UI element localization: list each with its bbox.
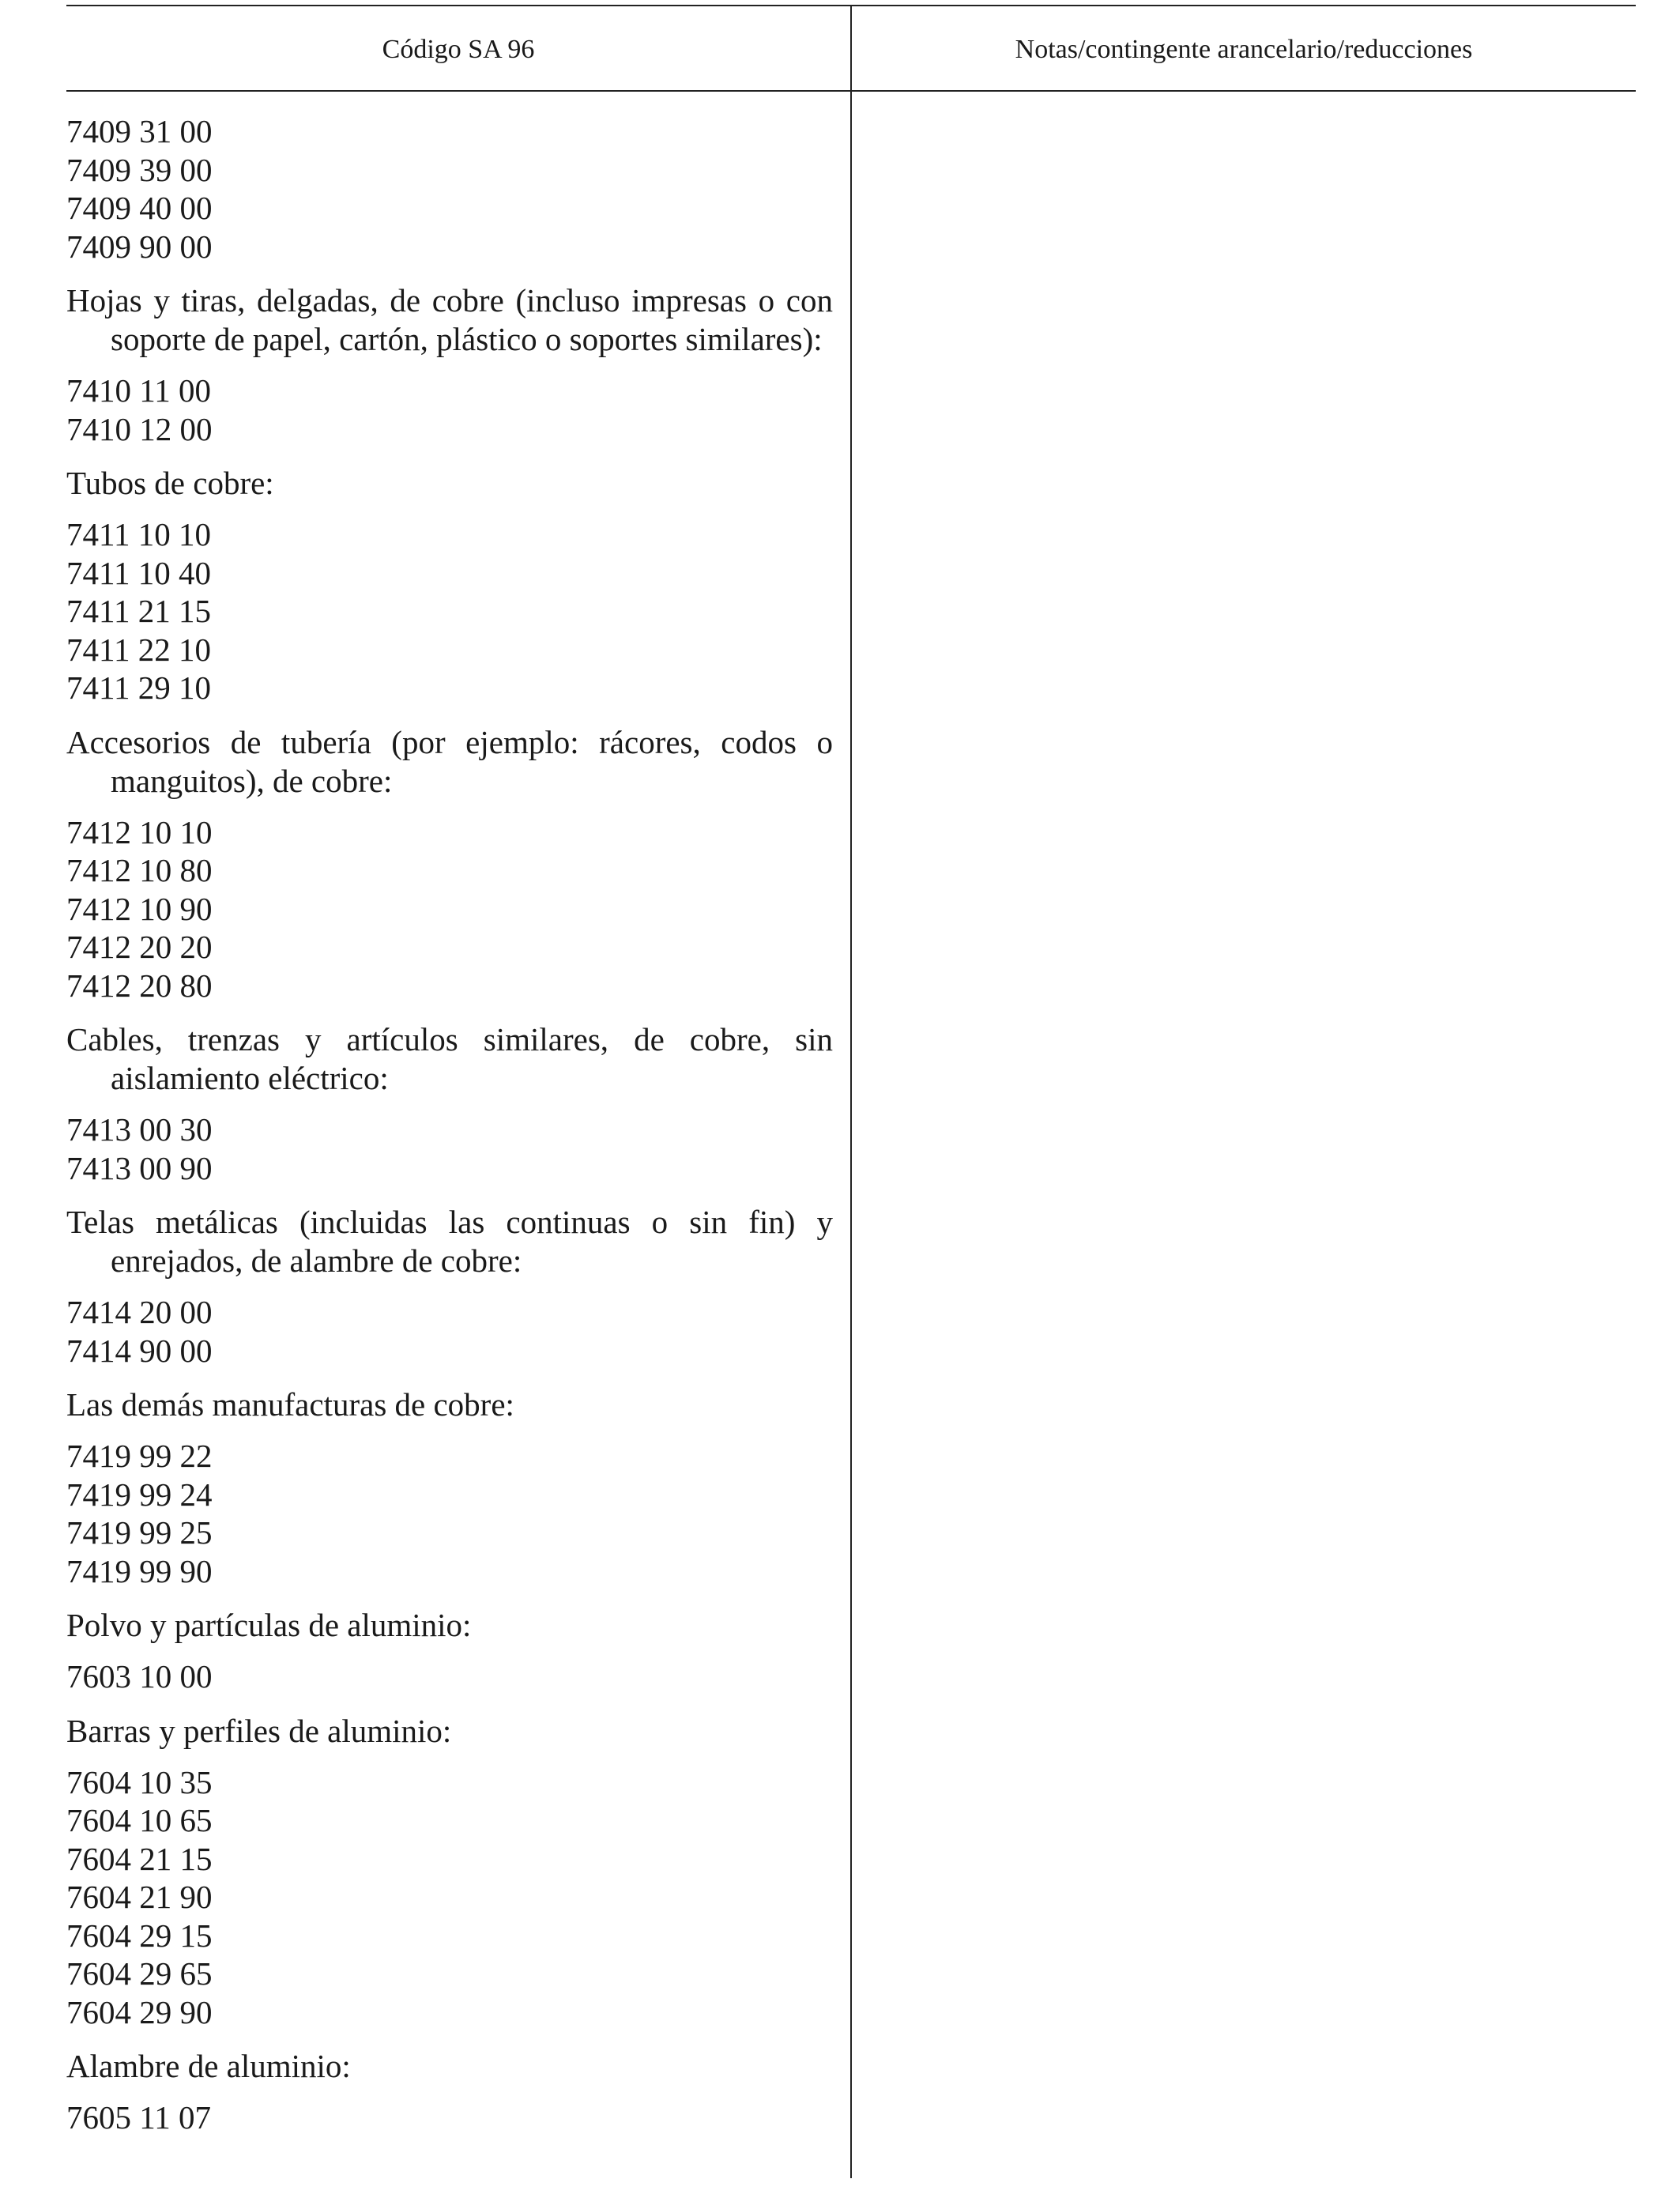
code-column-body <box>66 112 833 2153</box>
tariff-group <box>66 2047 833 2137</box>
hs-code: 7411 29 10 <box>66 669 211 706</box>
hs-code: 7605 11 07 <box>66 2099 211 2136</box>
tariff-group <box>66 281 833 448</box>
hs-code: 7419 99 25 <box>66 1514 213 1551</box>
tariff-group <box>66 1203 833 1370</box>
hs-code: 7412 10 90 <box>66 890 213 927</box>
header-code-column: Código SA 96 <box>382 35 535 64</box>
hs-code: 7419 99 24 <box>66 1476 213 1513</box>
tariff-group <box>66 464 833 707</box>
header-notes-column: Notas/contingente arancelario/reducciones <box>1015 35 1473 64</box>
hs-code: 7414 20 00 <box>66 1294 213 1330</box>
hs-code: 7413 00 90 <box>66 1149 213 1186</box>
hs-code: 7412 10 10 <box>66 813 213 850</box>
hs-code: 7410 11 00 <box>66 372 211 409</box>
group-description: Polvo y partículas de aluminio: <box>66 1607 472 1643</box>
group-description: Tubos de cobre: <box>66 465 274 501</box>
hs-code: 7604 29 15 <box>66 1917 213 1954</box>
hs-code: 7411 10 10 <box>66 516 211 552</box>
group-description: Hojas y tiras, delgadas, de cobre (incluso impresas o con soporte de papel, cartón, plástico o soportes similares): <box>66 282 833 357</box>
group-description: Cables, trenzas y artículos similares, de cobre, sin aislamiento eléctrico: <box>66 1021 833 1096</box>
tariff-group <box>66 723 833 1005</box>
group-description: Accesorios de tubería (por ejemplo: rácores, codos o manguitos), de cobre: <box>66 723 833 799</box>
hs-code: 7603 10 00 <box>66 1658 213 1695</box>
hs-code: 7604 29 65 <box>66 1955 213 1992</box>
hs-code: 7419 99 22 <box>66 1438 213 1474</box>
hs-code: 7409 40 00 <box>66 190 213 226</box>
hs-code: 7409 39 00 <box>66 151 213 188</box>
hs-code: 7604 21 90 <box>66 1879 213 1915</box>
tariff-group <box>66 1020 833 1187</box>
group-description: Las demás manufacturas de cobre: <box>66 1386 514 1423</box>
tariff-group <box>66 112 833 266</box>
tariff-table <box>66 5 1636 2178</box>
hs-code: 7409 31 00 <box>66 113 213 149</box>
tariff-group <box>66 1385 833 1590</box>
hs-code: 7413 00 30 <box>66 1111 213 1148</box>
hs-code: 7411 21 15 <box>66 593 211 629</box>
hs-code: 7412 10 80 <box>66 852 213 888</box>
hs-code: 7411 22 10 <box>66 631 211 668</box>
hs-code: 7411 10 40 <box>66 554 211 591</box>
hs-code: 7414 90 00 <box>66 1332 213 1369</box>
group-description: Telas metálicas (incluidas las continuas o sin fin) y enrejados, de alambre de cobre: <box>66 1204 833 1279</box>
hs-code: 7604 21 15 <box>66 1840 213 1877</box>
tariff-group <box>66 1606 833 1696</box>
hs-code: 7419 99 90 <box>66 1552 213 1589</box>
hs-code: 7604 10 65 <box>66 1802 213 1838</box>
tariff-group <box>66 1712 833 2032</box>
group-description: Alambre de aluminio: <box>66 2048 351 2084</box>
hs-code: 7604 10 35 <box>66 1763 213 1800</box>
hs-code: 7410 12 00 <box>66 410 213 447</box>
group-description: Barras y perfiles de aluminio: <box>66 1712 452 1749</box>
hs-code: 7412 20 20 <box>66 929 213 965</box>
hs-code: 7604 29 90 <box>66 1993 213 2030</box>
column-divider <box>850 5 852 2178</box>
hs-code: 7412 20 80 <box>66 967 213 1004</box>
hs-code: 7409 90 00 <box>66 228 213 265</box>
